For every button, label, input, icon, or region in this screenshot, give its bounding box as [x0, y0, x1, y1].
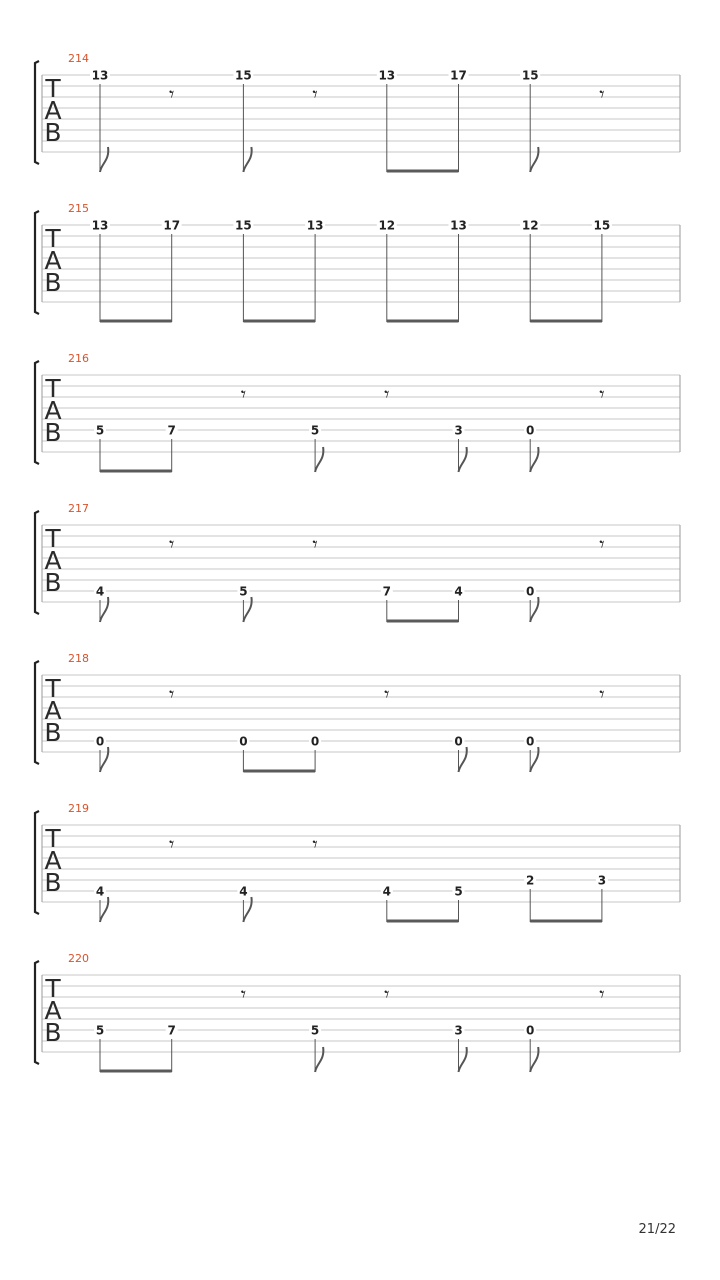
system-bracket [35, 961, 39, 1064]
eighth-rest: 𝄾 [240, 382, 247, 406]
system-bracket [35, 211, 39, 314]
measure-number: 216 [68, 352, 89, 365]
note-flag [530, 447, 538, 472]
fret-number: 5 [310, 1023, 320, 1038]
fret-number: 0 [239, 734, 248, 749]
fret-number: 4 [95, 584, 105, 599]
note-flag [243, 147, 251, 172]
staff-system [35, 652, 680, 773]
tab-clef-letter: A [44, 996, 62, 1025]
fret-number: 13 [378, 68, 396, 83]
eighth-rest: 𝄾 [169, 832, 175, 856]
fret-number: 3 [454, 423, 463, 438]
eighth-rest: 𝄾 [312, 82, 318, 106]
fret-number: 5 [239, 584, 248, 599]
staff-system [35, 202, 680, 323]
staff-system [35, 952, 680, 1073]
note-flag [243, 597, 251, 622]
tab-clef-letter: A [44, 696, 62, 725]
fret-number: 0 [526, 584, 535, 599]
measure-number: 215 [68, 202, 89, 215]
fret-number: 12 [378, 218, 396, 233]
note-beam [100, 320, 172, 323]
tab-clef-letter: T [45, 374, 61, 403]
eighth-rest: 𝄾 [384, 382, 390, 406]
system-bracket [35, 61, 39, 164]
tab-clef-letter: B [44, 568, 62, 597]
note-flag [459, 447, 467, 472]
tab-clef-letter: T [45, 224, 61, 253]
eighth-rest: 𝄾 [240, 982, 247, 1006]
eighth-rest: 𝄾 [169, 682, 175, 706]
staff-system [35, 502, 680, 623]
measure-number: 218 [68, 652, 89, 665]
eighth-rest: 𝄾 [599, 382, 605, 406]
fret-number: 0 [454, 734, 463, 749]
measure-number: 214 [68, 52, 89, 65]
note-flag [530, 747, 538, 772]
note-flag [530, 597, 538, 622]
system-bracket [35, 361, 39, 464]
tab-clef-letter: B [44, 868, 62, 897]
tab-clef-letter: B [44, 118, 62, 147]
system-bracket [35, 511, 39, 614]
tab-clef-letter: B [44, 418, 62, 447]
fret-number: 0 [310, 734, 320, 749]
fret-number: 13 [306, 218, 324, 233]
eighth-rest: 𝄾 [599, 682, 605, 706]
fret-number: 5 [454, 884, 463, 899]
note-beam [243, 320, 315, 323]
note-flag [100, 897, 108, 922]
tab-clef-letter: T [45, 74, 61, 103]
fret-number: 15 [593, 218, 611, 233]
note-flag [315, 447, 323, 472]
tab-clef-letter: T [45, 824, 61, 853]
note-flag [243, 897, 251, 922]
fret-number: 4 [95, 884, 105, 899]
note-flag [530, 147, 538, 172]
eighth-rest: 𝄾 [599, 532, 605, 556]
tab-clef-letter: A [44, 846, 62, 875]
fret-number: 17 [163, 218, 181, 233]
page-number: 21/22 [638, 1222, 676, 1237]
tab-clef-letter: A [44, 396, 62, 425]
fret-number: 5 [95, 423, 105, 438]
note-beam [387, 170, 459, 173]
fret-number: 15 [235, 68, 252, 83]
staff-system [35, 52, 680, 173]
fret-number: 4 [454, 584, 463, 599]
system-bracket [35, 811, 39, 914]
note-beam [243, 770, 315, 773]
eighth-rest: 𝄾 [169, 532, 175, 556]
fret-number: 7 [167, 423, 176, 438]
measure-number: 219 [68, 802, 89, 815]
fret-number: 7 [167, 1023, 176, 1038]
fret-number: 15 [235, 218, 252, 233]
fret-number: 3 [454, 1023, 463, 1038]
note-flag [530, 1047, 538, 1072]
note-beam [100, 470, 172, 473]
note-flag [100, 597, 108, 622]
tab-clef-letter: B [44, 268, 62, 297]
note-flag [315, 1047, 323, 1072]
eighth-rest: 𝄾 [312, 532, 318, 556]
system-bracket [35, 661, 39, 764]
fret-number: 4 [382, 884, 391, 899]
fret-number: 0 [526, 423, 535, 438]
note-beam [387, 620, 459, 623]
fret-number: 2 [526, 873, 535, 888]
note-flag [459, 1047, 467, 1072]
note-beam [530, 320, 602, 323]
measure-number: 217 [68, 502, 89, 515]
note-flag [100, 747, 108, 772]
fret-number: 13 [91, 68, 109, 83]
note-beam [387, 320, 459, 323]
staff-system [35, 352, 680, 473]
note-flag [100, 147, 108, 172]
tab-clef-letter: A [44, 96, 62, 125]
tab-clef-letter: A [44, 246, 62, 275]
tab-clef-letter: B [44, 718, 62, 747]
fret-number: 7 [382, 584, 391, 599]
tab-clef-letter: B [44, 1018, 62, 1047]
fret-number: 13 [91, 218, 109, 233]
staff-system [35, 802, 680, 923]
fret-number: 12 [521, 218, 539, 233]
tab-clef-letter: T [45, 674, 61, 703]
fret-number: 5 [310, 423, 320, 438]
eighth-rest: 𝄾 [384, 982, 390, 1006]
fret-number: 3 [597, 873, 607, 888]
note-beam [100, 1070, 172, 1073]
fret-number: 13 [450, 218, 467, 233]
note-beam [387, 920, 459, 923]
note-flag [459, 747, 467, 772]
fret-number: 0 [95, 734, 105, 749]
fret-number: 0 [526, 734, 535, 749]
fret-number: 15 [521, 68, 539, 83]
tab-clef-letter: A [44, 546, 62, 575]
fret-number: 0 [526, 1023, 535, 1038]
eighth-rest: 𝄾 [312, 832, 318, 856]
measure-number: 220 [68, 952, 89, 965]
eighth-rest: 𝄾 [384, 682, 390, 706]
fret-number: 4 [239, 884, 248, 899]
fret-number: 17 [450, 68, 467, 83]
eighth-rest: 𝄾 [169, 82, 175, 106]
eighth-rest: 𝄾 [599, 82, 605, 106]
tab-clef-letter: T [45, 524, 61, 553]
tab-clef-letter: T [45, 974, 61, 1003]
fret-number: 5 [95, 1023, 105, 1038]
eighth-rest: 𝄾 [599, 982, 605, 1006]
note-beam [530, 920, 602, 923]
